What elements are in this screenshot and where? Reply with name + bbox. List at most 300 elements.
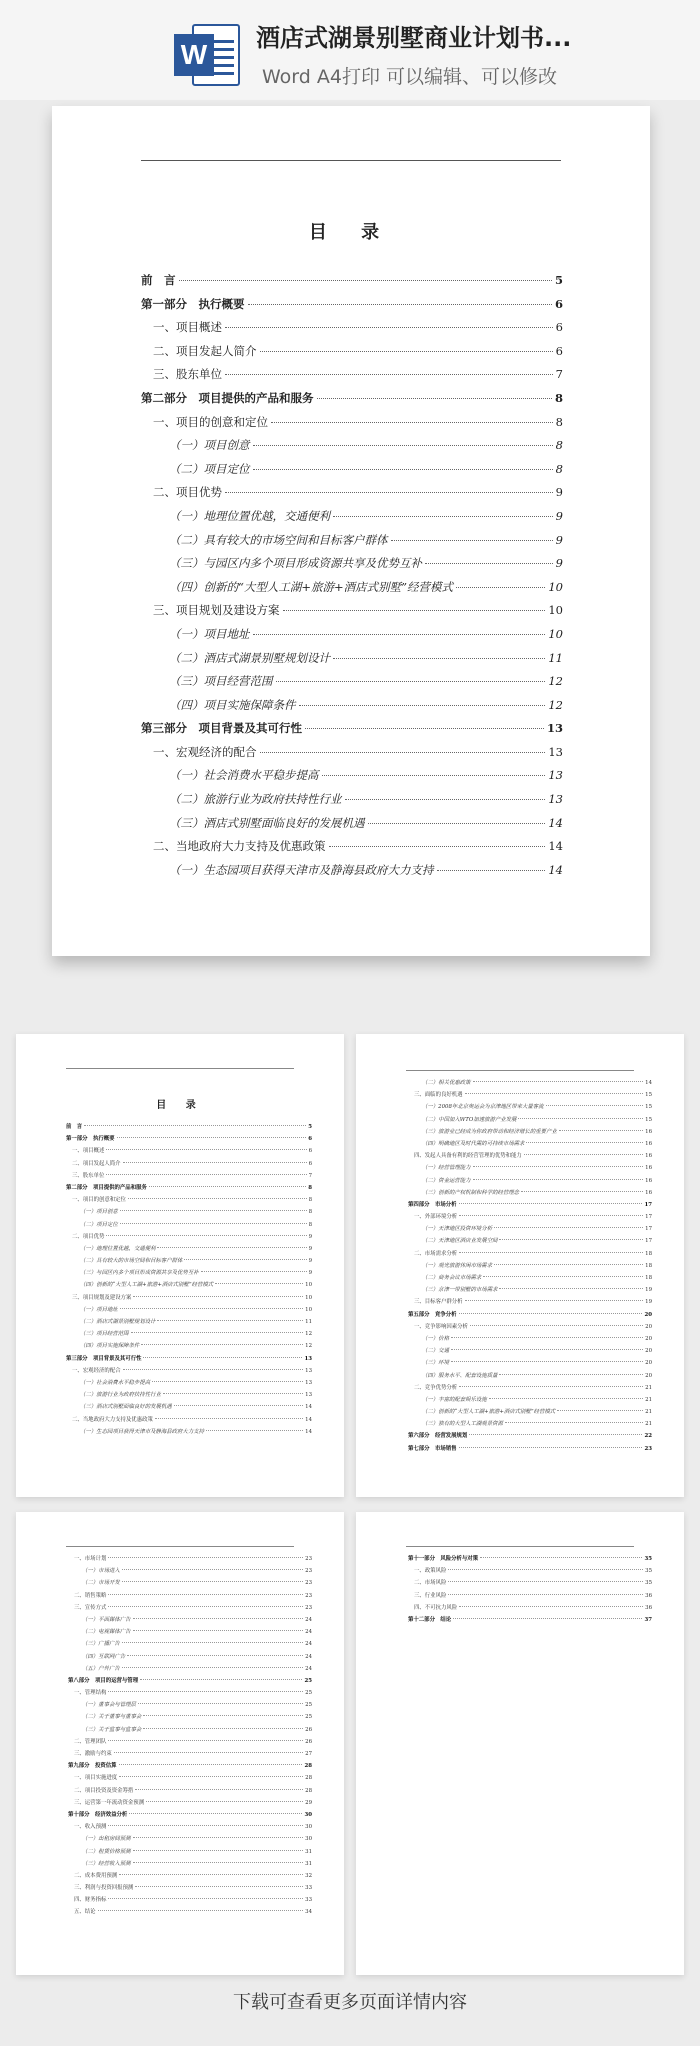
dot-leader (133, 1850, 304, 1851)
toc-entry[interactable] (68, 1761, 312, 1773)
dot-leader (122, 1581, 303, 1582)
toc-entry[interactable] (68, 1712, 312, 1724)
toc-entry[interactable] (66, 1122, 312, 1134)
dot-leader (459, 1215, 643, 1216)
toc-entry-page: 8 (555, 461, 563, 476)
toc-entry-title: （三）独有的大型人工湖观景资源 (422, 1421, 503, 1428)
toc-entry-page: 35 (645, 1568, 652, 1575)
toc-entry[interactable] (68, 1676, 312, 1688)
dot-leader (123, 1369, 304, 1370)
dot-leader (146, 1801, 303, 1802)
toc-entry[interactable] (408, 1261, 652, 1273)
thumbnail-page-2[interactable] (356, 1034, 684, 1497)
toc-entry[interactable] (141, 602, 563, 626)
toc-entry[interactable] (141, 319, 563, 343)
toc-entry[interactable] (408, 1127, 652, 1139)
toc-entry[interactable] (68, 1578, 312, 1590)
dot-leader (253, 445, 553, 446)
toc-entry-page: 14 (305, 1416, 312, 1423)
toc-entry-page: 6 (555, 320, 563, 335)
toc-entry[interactable] (141, 697, 563, 721)
toc-entry[interactable] (66, 1268, 312, 1280)
toc-entry-title: （一）董事会与管理层 (82, 1702, 136, 1709)
toc-entry[interactable] (141, 366, 563, 390)
toc-entry[interactable] (66, 1183, 312, 1195)
toc-entry[interactable] (68, 1822, 312, 1834)
toc-entry-title: 二、竞争优势分析 (414, 1384, 458, 1391)
toc-entry[interactable] (68, 1615, 312, 1627)
dot-leader (120, 1308, 303, 1309)
toc-entry-title: 一、市场计划 (74, 1556, 107, 1562)
table-of-contents (68, 1554, 312, 1920)
toc-entry-page: 8 (554, 390, 563, 405)
dot-leader (122, 1569, 303, 1570)
dot-leader (459, 1386, 643, 1387)
toc-entry[interactable] (66, 1378, 312, 1390)
dot-leader (260, 351, 553, 352)
toc-entry-title: （三）创新的产权机制和科学的经营理念 (422, 1189, 520, 1196)
toc-entry-page: 8 (308, 1209, 312, 1216)
main-page-preview[interactable] (52, 106, 650, 956)
toc-entry[interactable] (408, 1358, 652, 1370)
dot-leader (108, 1898, 303, 1899)
toc-entry-title: 三、股东单位 (72, 1172, 105, 1179)
toc-entry[interactable] (68, 1627, 312, 1639)
toc-entry[interactable] (68, 1847, 312, 1859)
toc-entry[interactable] (66, 1402, 312, 1414)
toc-entry[interactable] (408, 1407, 652, 1419)
toc-entry-title: （二）旅游行业为政府扶持性行业 (169, 792, 342, 807)
dot-leader (149, 1186, 306, 1187)
toc-entry[interactable] (408, 1297, 652, 1309)
toc-entry[interactable] (141, 626, 563, 650)
toc-entry-page: 30 (305, 1836, 312, 1843)
toc-entry[interactable] (408, 1200, 652, 1212)
toc-entry-page: 24 (305, 1629, 312, 1636)
dot-leader (470, 1325, 643, 1326)
toc-entry-title: （一）观光旅游休闲市场需求 (422, 1262, 493, 1269)
dot-leader (276, 681, 546, 682)
toc-entry[interactable] (66, 1354, 312, 1366)
toc-entry[interactable] (68, 1700, 312, 1712)
toc-entry-page: 23 (305, 1592, 312, 1599)
toc-entry-page: 12 (305, 1331, 312, 1338)
toc-entry-title: （一）地理位置优越，交通便利 (80, 1245, 156, 1252)
toc-entry[interactable] (408, 1334, 652, 1346)
toc-entry[interactable] (68, 1664, 312, 1676)
dot-leader (518, 1118, 643, 1119)
toc-entry[interactable] (68, 1603, 312, 1615)
toc-entry-title: 三、面临的良好机遇 (414, 1092, 463, 1099)
toc-entry-page: 8 (555, 414, 563, 429)
toc-entry-page: 17 (645, 1226, 652, 1233)
dot-leader (248, 304, 552, 305)
toc-entry-title: （三）广播广告 (82, 1641, 120, 1648)
toc-entry[interactable] (408, 1224, 652, 1236)
toc-entry-page: 7 (308, 1172, 312, 1179)
toc-entry-title: 第四部分 市场分析 (408, 1201, 457, 1208)
toc-entry[interactable] (408, 1419, 652, 1431)
dot-leader (114, 1752, 303, 1753)
toc-entry-page: 20 (645, 1323, 652, 1330)
dot-leader (152, 1381, 303, 1382)
toc-entry[interactable] (141, 343, 563, 367)
thumbnail-page-4[interactable] (356, 1512, 684, 1975)
toc-entry[interactable] (66, 1415, 312, 1427)
dot-leader (253, 634, 546, 635)
toc-entry-title: （一）天津地区投资环境分析 (422, 1226, 493, 1233)
dot-leader (459, 1447, 643, 1448)
header-rule (406, 1546, 634, 1547)
toc-entry-title: （四）明确地区及时代需的可持续市场需求 (422, 1140, 525, 1147)
thumbnail-page-3[interactable] (16, 1512, 344, 1975)
toc-entry[interactable] (66, 1329, 312, 1341)
dot-leader (329, 846, 546, 847)
toc-entry[interactable] (408, 1554, 652, 1566)
toc-entry-page: 30 (305, 1824, 312, 1831)
toc-entry-page: 27 (305, 1751, 312, 1757)
toc-entry-page: 11 (305, 1319, 312, 1325)
toc-entry-page: 14 (548, 862, 563, 877)
toc-entry-title: （二）交通 (422, 1348, 449, 1355)
dot-leader (448, 1581, 643, 1582)
dot-leader (451, 1361, 643, 1362)
toc-entry-page: 13 (304, 1355, 312, 1362)
dot-leader (120, 1210, 307, 1211)
toc-entry-page: 31 (305, 1860, 312, 1867)
toc-entry[interactable] (141, 532, 563, 556)
toc-entry-page: 34 (305, 1909, 312, 1916)
toc-entry[interactable] (66, 1366, 312, 1378)
toc-entry-title: 第七部分 市场销售 (408, 1445, 457, 1452)
toc-entry-page: 23 (305, 1568, 312, 1575)
toc-entry[interactable] (68, 1883, 312, 1895)
toc-entry-title: （四）创新的“大型人工湖+旅游+酒店式别墅”经营模式 (169, 579, 454, 594)
toc-entry-title: 三、股东单位 (153, 367, 222, 382)
header-rule (406, 1070, 634, 1071)
toc-entry[interactable] (141, 767, 563, 791)
table-of-contents (408, 1554, 652, 1627)
toc-entry[interactable] (68, 1688, 312, 1700)
toc-entry-title: 第一部分 执行概要 (141, 296, 245, 311)
dot-leader (119, 1764, 303, 1765)
toc-entry-title: （一）社会消费水平稳步提高 (169, 768, 319, 783)
toc-entry-page: 6 (308, 1136, 312, 1143)
toc-entry-title: （二）具有较大的市场空间和目标客户群体 (80, 1258, 183, 1265)
toc-entry-page: 16 (645, 1177, 652, 1184)
dot-leader (143, 1357, 302, 1358)
toc-entry[interactable] (141, 862, 563, 886)
dot-leader (84, 1125, 306, 1126)
toc-entry-title: （三）项目经营范围 (80, 1331, 129, 1338)
dot-leader (117, 1137, 307, 1138)
dot-leader (131, 1332, 304, 1333)
toc-entry-page: 24 (305, 1665, 312, 1672)
toc-entry[interactable] (141, 579, 563, 603)
dot-leader (494, 1227, 643, 1228)
toc-entry[interactable] (68, 1591, 312, 1603)
toc-entry[interactable] (68, 1652, 312, 1664)
toc-entry[interactable] (408, 1078, 652, 1090)
toc-entry[interactable] (66, 1220, 312, 1232)
toc-entry-page: 17 (645, 1238, 652, 1245)
dot-leader (122, 1642, 303, 1643)
toc-entry[interactable] (141, 390, 563, 414)
toc-entry[interactable] (408, 1163, 652, 1175)
dot-leader (106, 1235, 306, 1236)
toc-entry[interactable] (141, 437, 563, 461)
dot-leader (283, 610, 546, 611)
toc-entry-title: 二、市场需求分析 (414, 1250, 458, 1257)
toc-entry-page: 10 (305, 1282, 312, 1289)
toc-entry[interactable] (408, 1139, 652, 1151)
table-of-contents (408, 1078, 652, 1456)
toc-entry[interactable] (141, 744, 563, 768)
dot-leader (163, 1393, 303, 1394)
toc-entry[interactable] (408, 1102, 652, 1114)
toc-entry[interactable] (408, 1310, 652, 1322)
dot-leader (120, 1223, 307, 1224)
toc-entry-page: 24 (305, 1641, 312, 1648)
toc-entry-title: 一、宏观经济的配合 (72, 1367, 121, 1374)
toc-entry[interactable] (141, 650, 563, 674)
toc-entry[interactable] (408, 1090, 652, 1102)
toc-entry[interactable] (68, 1786, 312, 1798)
dot-leader (253, 469, 553, 470)
toc-entry[interactable] (68, 1773, 312, 1785)
dot-leader (155, 1418, 303, 1419)
toc-entry-page: 21 (645, 1396, 652, 1403)
toc-entry[interactable] (141, 673, 563, 697)
dot-leader (215, 1283, 303, 1284)
toc-entry[interactable] (408, 1615, 652, 1627)
toc-entry[interactable] (66, 1390, 312, 1402)
toc-entry[interactable] (141, 838, 563, 862)
toc-entry-page: 23 (305, 1580, 312, 1587)
dot-leader (425, 563, 553, 564)
toc-entry[interactable] (408, 1431, 652, 1443)
toc-entry-page: 18 (645, 1275, 652, 1281)
toc-entry[interactable] (68, 1566, 312, 1578)
toc-entry-page: 15 (645, 1116, 652, 1123)
toc-entry-page: 21 (645, 1384, 652, 1391)
toc-entry[interactable] (68, 1639, 312, 1651)
toc-entry-title: 四、不可抗力风险 (414, 1604, 458, 1611)
toc-entry[interactable] (66, 1256, 312, 1268)
toc-entry-page: 9 (555, 556, 563, 571)
header-rule (66, 1068, 294, 1069)
toc-entry[interactable] (141, 414, 563, 438)
dot-leader (437, 870, 546, 871)
toc-entry[interactable] (408, 1346, 652, 1358)
toc-entry[interactable] (66, 1305, 312, 1317)
toc-entry-title: 一、管理结构 (74, 1690, 107, 1697)
toc-entry[interactable] (141, 484, 563, 508)
toc-entry-title: （二）资金运营能力 (422, 1177, 471, 1184)
toc-entry[interactable] (68, 1554, 312, 1566)
toc-entry[interactable] (408, 1395, 652, 1407)
table-of-contents (66, 1122, 312, 1439)
toc-entry[interactable] (408, 1566, 652, 1578)
dot-leader (133, 1630, 304, 1631)
dot-leader (135, 1789, 303, 1790)
toc-entry[interactable] (408, 1383, 652, 1395)
word-document-icon (174, 24, 240, 86)
toc-entry[interactable] (141, 815, 563, 839)
toc-entry[interactable] (408, 1444, 652, 1456)
toc-entry[interactable] (66, 1207, 312, 1219)
toc-entry[interactable] (408, 1603, 652, 1615)
toc-entry[interactable] (68, 1725, 312, 1737)
toc-entry-title: （一）生态园项目获得天津市及静海县政府大力支持 (169, 862, 434, 877)
word-badge: W (174, 34, 214, 76)
toc-entry-title: 第三部分 项目背景及其可行性 (141, 721, 302, 736)
toc-entry-title: （二）相关优惠政策 (422, 1080, 471, 1086)
toc-entry-title: 二、项目优势 (72, 1233, 105, 1240)
toc-entry-title: 一、宏观经济的配合 (153, 744, 257, 759)
toc-entry-title: 第二部分 项目提供的产品和服务 (141, 390, 314, 405)
toc-entry-title: 二、当地政府大力支持及优惠政策 (153, 839, 326, 854)
toc-entry[interactable] (66, 1232, 312, 1244)
dot-leader (138, 1703, 303, 1704)
toc-entry[interactable] (66, 1244, 312, 1256)
thumbnail-page-1[interactable] (16, 1034, 344, 1497)
toc-entry[interactable] (408, 1115, 652, 1127)
toc-entry[interactable] (66, 1341, 312, 1353)
toc-entry[interactable] (141, 791, 563, 815)
dot-leader (499, 1374, 643, 1375)
dot-leader (157, 1247, 306, 1248)
toc-entry-page: 20 (645, 1335, 652, 1342)
toc-entry[interactable] (408, 1188, 652, 1200)
toc-entry[interactable] (66, 1293, 312, 1305)
toc-entry[interactable] (68, 1907, 312, 1919)
dot-leader (135, 1886, 303, 1887)
toc-entry[interactable] (408, 1285, 652, 1297)
toc-entry[interactable] (408, 1176, 652, 1188)
dot-leader (143, 1715, 303, 1716)
toc-entry-title: （一）丰富的配套娱乐设施 (422, 1396, 487, 1403)
toc-entry[interactable] (408, 1578, 652, 1590)
toc-entry-page: 8 (308, 1184, 312, 1191)
toc-entry[interactable] (408, 1322, 652, 1334)
toc-heading: 目 录 (156, 1100, 204, 1111)
toc-entry[interactable] (141, 461, 563, 485)
toc-entry[interactable] (141, 272, 563, 296)
toc-entry[interactable] (408, 1591, 652, 1603)
dot-leader (451, 1337, 643, 1338)
toc-entry[interactable] (68, 1834, 312, 1846)
toc-entry-page: 10 (548, 603, 563, 618)
toc-entry-page: 23 (305, 1604, 312, 1611)
toc-entry-title: 第五部分 竞争分析 (408, 1311, 457, 1318)
toc-entry[interactable] (66, 1195, 312, 1207)
toc-entry[interactable] (66, 1427, 312, 1439)
toc-entry-page: 8 (308, 1197, 312, 1204)
toc-entry[interactable] (66, 1159, 312, 1171)
toc-entry-page: 20 (645, 1360, 652, 1367)
toc-entry[interactable] (408, 1371, 652, 1383)
toc-heading: 目 录 (308, 222, 394, 243)
toc-entry-page: 13 (548, 792, 563, 807)
toc-entry-title: 二、项目投资及资金筹措 (74, 1787, 134, 1794)
toc-entry-page: 5 (308, 1124, 312, 1130)
toc-entry[interactable] (408, 1236, 652, 1248)
dot-leader (459, 1203, 643, 1204)
toc-entry[interactable] (68, 1737, 312, 1749)
toc-entry[interactable] (408, 1212, 652, 1224)
toc-entry-page: 31 (305, 1848, 312, 1855)
toc-entry-title: 一、政策风险 (414, 1568, 447, 1575)
toc-entry-title: （三）环境 (422, 1360, 449, 1367)
dot-leader (459, 1606, 643, 1607)
toc-entry-page: 12 (548, 697, 563, 712)
toc-entry[interactable] (141, 296, 563, 320)
toc-entry-title: 一、项目概述 (153, 320, 222, 335)
toc-entry[interactable] (408, 1151, 652, 1163)
toc-entry-title: 一、外部环境分析 (414, 1214, 458, 1221)
toc-entry-page: 8 (555, 438, 563, 453)
toc-entry-title: 二、项目发起人简介 (153, 343, 257, 358)
toc-entry-title: 二、市场风险 (414, 1580, 447, 1587)
toc-entry[interactable] (66, 1317, 312, 1329)
toc-entry[interactable] (68, 1895, 312, 1907)
document-title: 酒店式湖景别墅商业计划书... (256, 24, 572, 52)
toc-entry-title: （四）互联网广告 (82, 1653, 126, 1660)
toc-entry[interactable] (68, 1749, 312, 1761)
toc-entry[interactable] (408, 1249, 652, 1261)
toc-entry-title: （四）项目实施保障条件 (80, 1343, 140, 1350)
dot-leader (526, 1142, 643, 1143)
toc-entry-title: 一、项目的创意和定位 (153, 414, 268, 429)
dot-leader (98, 1910, 304, 1911)
toc-entry-title: （三）旅游业已经成为你政府带动和经济增长的重要产业 (422, 1128, 557, 1135)
toc-entry[interactable] (68, 1859, 312, 1871)
toc-entry[interactable] (66, 1146, 312, 1158)
dot-leader (260, 752, 546, 753)
toc-entry-page: 37 (644, 1616, 652, 1623)
dot-leader (299, 705, 546, 706)
toc-entry[interactable] (141, 508, 563, 532)
toc-entry-page: 18 (645, 1250, 652, 1257)
toc-entry[interactable] (66, 1171, 312, 1183)
toc-entry[interactable] (66, 1134, 312, 1146)
dot-leader (483, 1276, 643, 1277)
toc-entry[interactable] (408, 1273, 652, 1285)
toc-entry[interactable] (68, 1871, 312, 1883)
toc-entry-page: 13 (546, 721, 563, 736)
toc-entry-page: 26 (305, 1738, 312, 1745)
dot-leader (184, 1259, 306, 1260)
dot-leader (499, 1239, 643, 1240)
toc-entry[interactable] (68, 1810, 312, 1822)
toc-entry[interactable] (141, 720, 563, 744)
toc-entry[interactable] (68, 1798, 312, 1810)
toc-entry-page: 29 (305, 1799, 312, 1806)
toc-entry-title: （二）租赁价格预测 (82, 1848, 131, 1855)
dot-leader (453, 1618, 642, 1619)
dot-leader (465, 1300, 644, 1301)
toc-entry-page: 25 (305, 1690, 312, 1697)
download-more-prompt[interactable]: 下载可查看更多页面详情内容 (233, 1992, 467, 2013)
toc-entry-page: 15 (645, 1104, 652, 1111)
header-rule (66, 1546, 294, 1547)
dot-leader (469, 1434, 642, 1435)
toc-entry[interactable] (141, 555, 563, 579)
toc-entry-page: 25 (305, 1714, 312, 1721)
toc-entry[interactable] (66, 1280, 312, 1292)
toc-entry-page: 33 (305, 1885, 312, 1892)
